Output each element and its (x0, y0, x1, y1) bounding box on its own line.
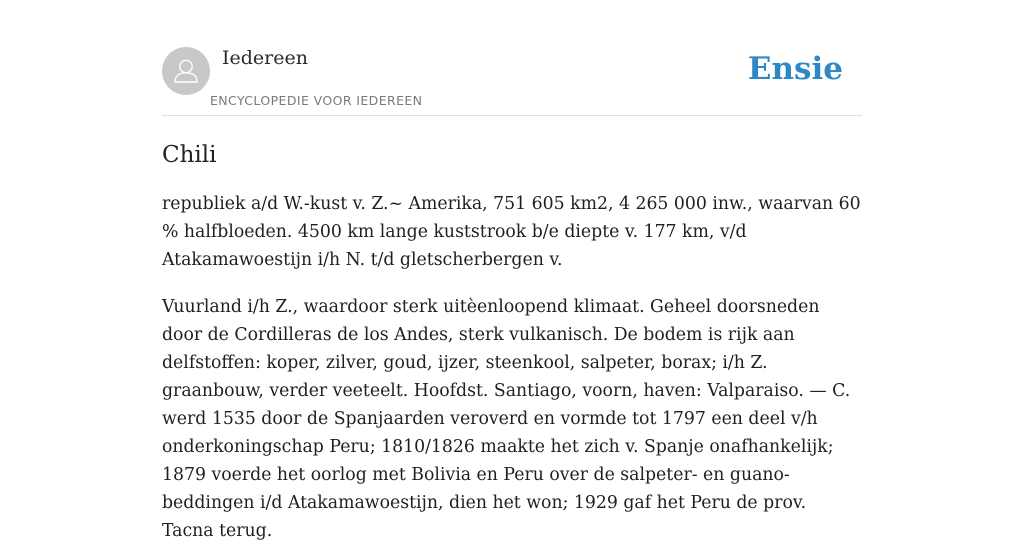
brand-logo[interactable]: Ensie (747, 51, 843, 87)
article-body (162, 190, 862, 545)
article-paragraph: republiek a/d W.-kust v. Z.~ Amerika, 751 605 km2, 4 265 000 inw., waarvan 60 % halfbloeden. 4500 km lange kuststrook b/e diepte v. 177 km, v/d Atakamawoestijn i/h N. t/d gletscherbergen v. (162, 194, 861, 270)
page-title: Chili (162, 142, 217, 168)
author-name[interactable]: Iedereen (222, 47, 308, 69)
user-avatar-icon (162, 47, 210, 95)
page-header (162, 0, 862, 116)
avatar[interactable] (162, 47, 210, 95)
content-container (162, 0, 862, 545)
article-paragraph: Vuurland i/h Z., waardoor sterk uitèenloopend klimaat. Geheel doorsneden door de Cordilleras de los Andes, sterk vulkanisch. De bodem is rijk aan delfstoffen: koper, zilver, goud, ijzer, steenkool, salpeter, borax; i/h Z. graanbouw, verder veeteelt. Hoofdst. Santiago, voorn, haven: Valparaiso. — C. werd 1535 door de Spanjaarden veroverd en vormde tot 1797 een deel v/h onderkoningschap Peru; 1810/1826 maakte het zich v. Spanje onafhankelijk; 1879 voerde het oorlog met Bolivia en Peru over de salpeter- en guano-beddingen i/d Atakamawoestijn, dien het won; 1929 gaf het Peru de prov. Tacna terug. (162, 297, 851, 541)
author-subtitle: ENCYCLOPEDIE VOOR IEDEREEN (210, 93, 423, 108)
